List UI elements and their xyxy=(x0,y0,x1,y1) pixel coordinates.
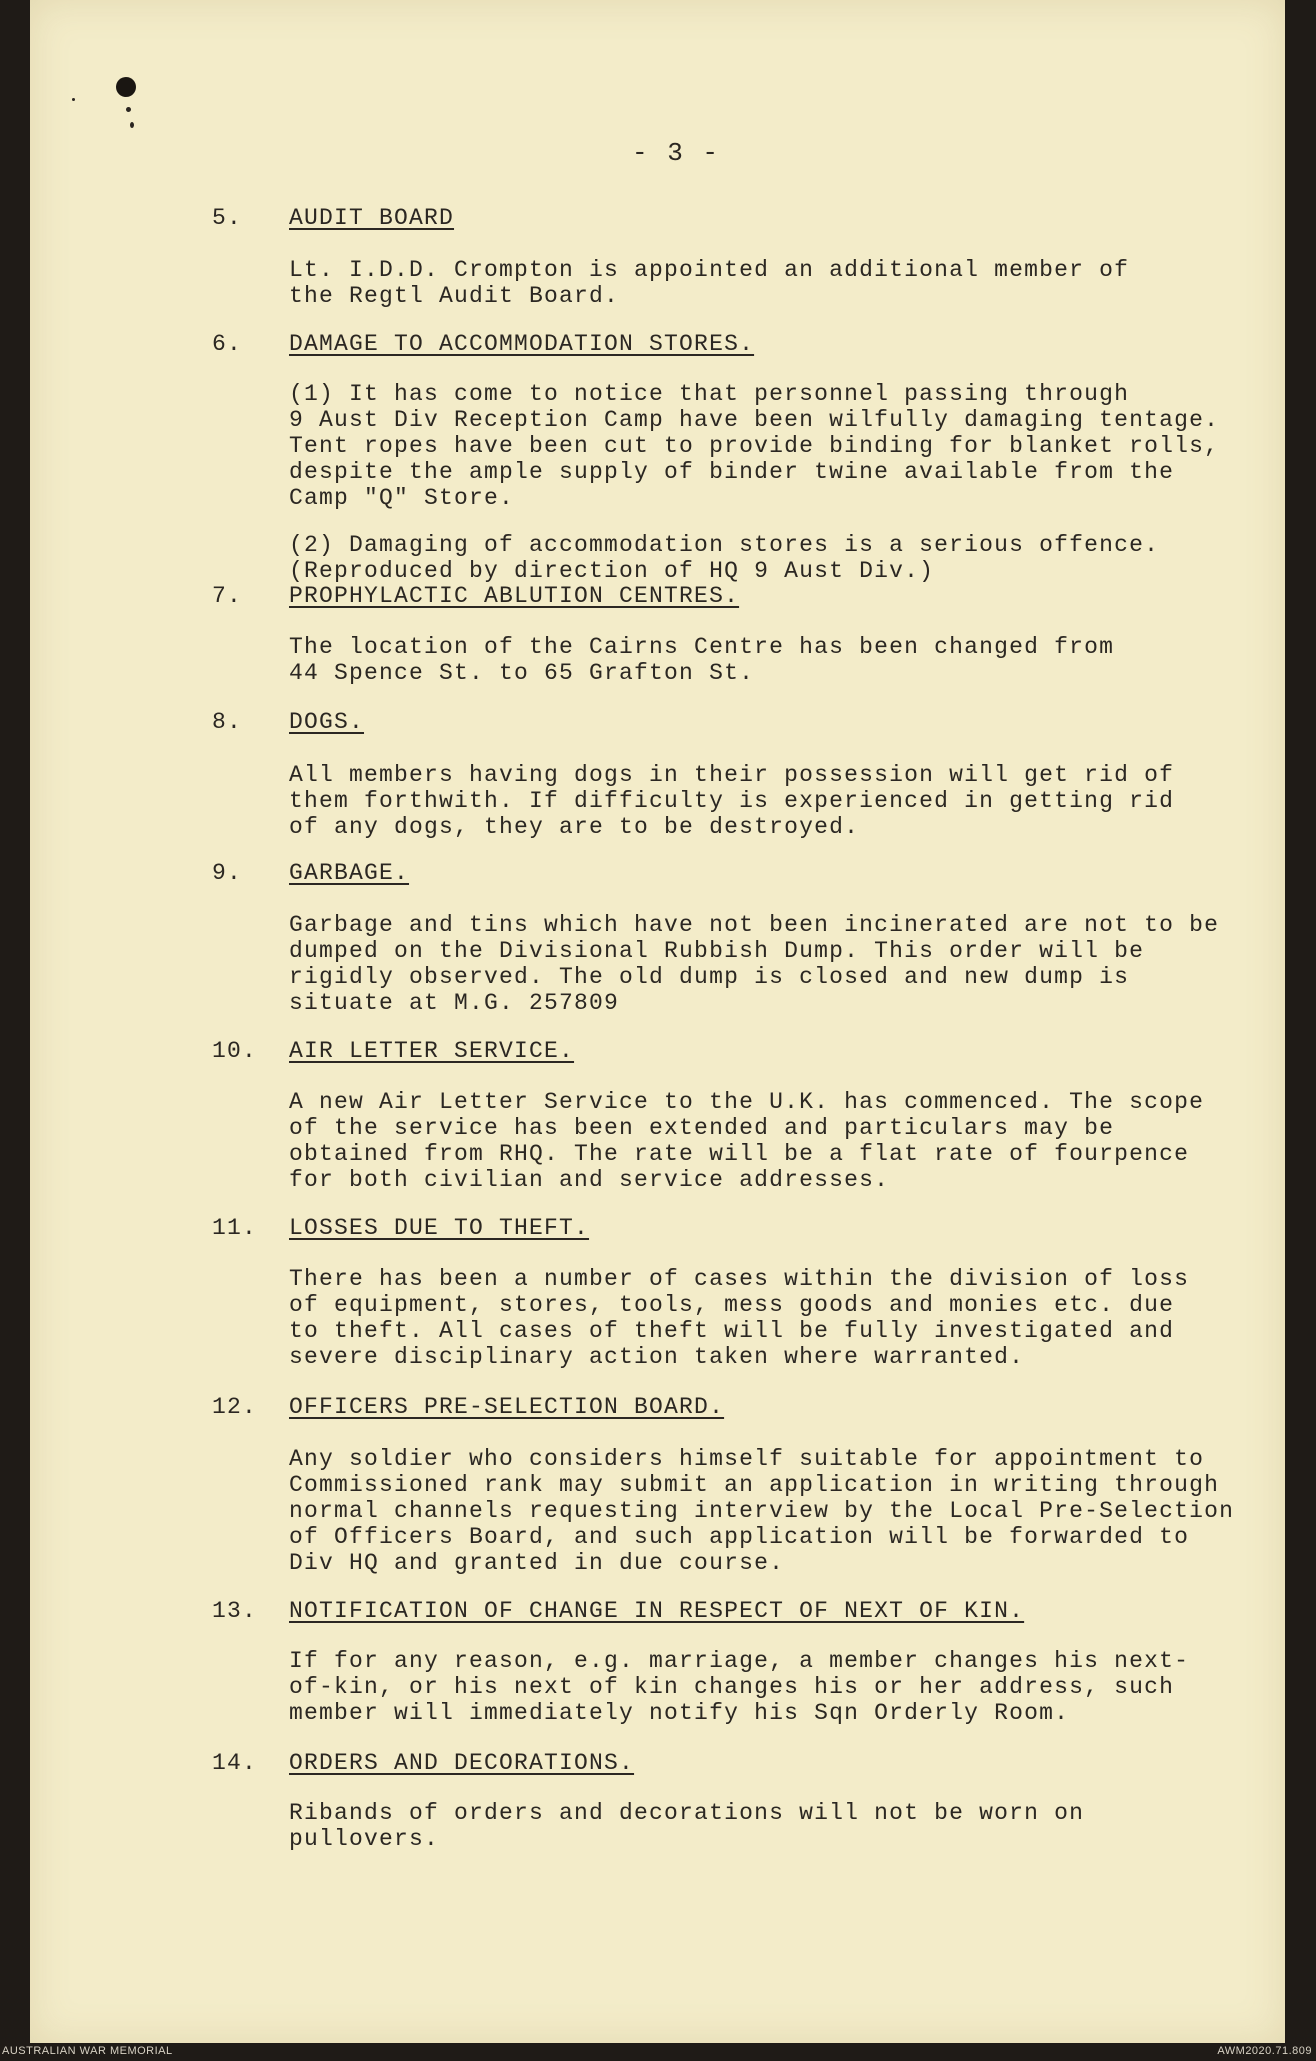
document-page xyxy=(30,0,1285,2043)
section-paragraph: Lt. I.D.D. Crompton is appointed an additional member of the Regtl Audit Board. xyxy=(289,257,1130,309)
section-heading: LOSSES DUE TO THEFT. xyxy=(289,1215,590,1241)
section-heading: GARBAGE. xyxy=(289,860,410,886)
section-number: 12. xyxy=(212,1394,258,1420)
paper-speck xyxy=(126,107,131,112)
section-heading: DOGS. xyxy=(289,709,365,735)
paper-speck xyxy=(130,122,134,128)
section-paragraph: All members having dogs in their possession will get rid of them forthwith. If difficulty is experienced in getting rid of any dogs, they are to be destroyed. xyxy=(289,762,1175,840)
section-number: 6. xyxy=(212,331,243,357)
section-paragraph: (1) It has come to notice that personnel passing through 9 Aust Div Reception Camp have been wilfully damaging tentage. Tent ropes have been cut to provide binding for blanket rolls, despite the ample supply of binder twine available from the Camp "Q" Store. xyxy=(289,381,1220,511)
section-heading: AUDIT BOARD xyxy=(289,205,455,231)
section-paragraph: Garbage and tins which have not been incinerated are not to be dumped on the Divisional Rubbish Dump. This order will be rigidly observed. The old dump is closed and new dump is situate at M.G. 257809 xyxy=(289,912,1220,1016)
section-paragraph: If for any reason, e.g. marriage, a member changes his next- of-kin, or his next of kin changes his or her address, such member will immediately notify his Sqn Orderly Room. xyxy=(289,1648,1190,1726)
section-number: 5. xyxy=(212,205,243,231)
section-paragraph: Ribands of orders and decorations will not be worn on pullovers. xyxy=(289,1800,1085,1852)
page-number: - 3 - xyxy=(632,138,721,168)
section-heading: AIR LETTER SERVICE. xyxy=(289,1038,575,1064)
section-paragraph: The location of the Cairns Centre has been changed from 44 Spence St. to 65 Grafton St. xyxy=(289,634,1115,686)
section-number: 8. xyxy=(212,709,243,735)
section-heading: ORDERS AND DECORATIONS. xyxy=(289,1750,635,1776)
section-number: 10. xyxy=(212,1038,258,1064)
section-number: 14. xyxy=(212,1750,258,1776)
section-number: 13. xyxy=(212,1598,258,1624)
paper-speck xyxy=(72,98,75,101)
section-number: 9. xyxy=(212,860,243,886)
section-paragraph: (2) Damaging of accommodation stores is a serious offence. (Reproduced by direction of HQ 9 Aust Div.) xyxy=(289,532,1160,584)
section-paragraph: Any soldier who considers himself suitable for appointment to Commissioned rank may submit an application in writing through normal channels requesting interview by the Local Pre-Selection of Officers Board, and such application will be forwarded to Div HQ and granted in due course. xyxy=(289,1446,1235,1576)
section-number: 7. xyxy=(212,583,243,609)
section-number: 11. xyxy=(212,1215,258,1241)
section-heading: OFFICERS PRE-SELECTION BOARD. xyxy=(289,1394,725,1420)
section-heading: NOTIFICATION OF CHANGE IN RESPECT OF NEXT OF KIN. xyxy=(289,1598,1025,1624)
section-paragraph: There has been a number of cases within the division of loss of equipment, stores, tools, mess goods and monies etc. due to theft. All cases of theft will be fully investigated and severe disciplinary action taken where warranted. xyxy=(289,1266,1190,1370)
section-heading: PROPHYLACTIC ABLUTION CENTRES. xyxy=(289,583,740,609)
section-heading: DAMAGE TO ACCOMMODATION STORES. xyxy=(289,331,755,357)
section-paragraph: A new Air Letter Service to the U.K. has commenced. The scope of the service has been extended and particulars may be obtained from RHQ. The rate will be a flat rate of fourpence for both civilian and service addresses. xyxy=(289,1089,1205,1193)
punch-hole xyxy=(116,77,136,97)
footer-accession-number: AWM2020.71.809 xyxy=(1217,2045,1312,2057)
footer-archive-name: AUSTRALIAN WAR MEMORIAL xyxy=(2,2045,173,2057)
